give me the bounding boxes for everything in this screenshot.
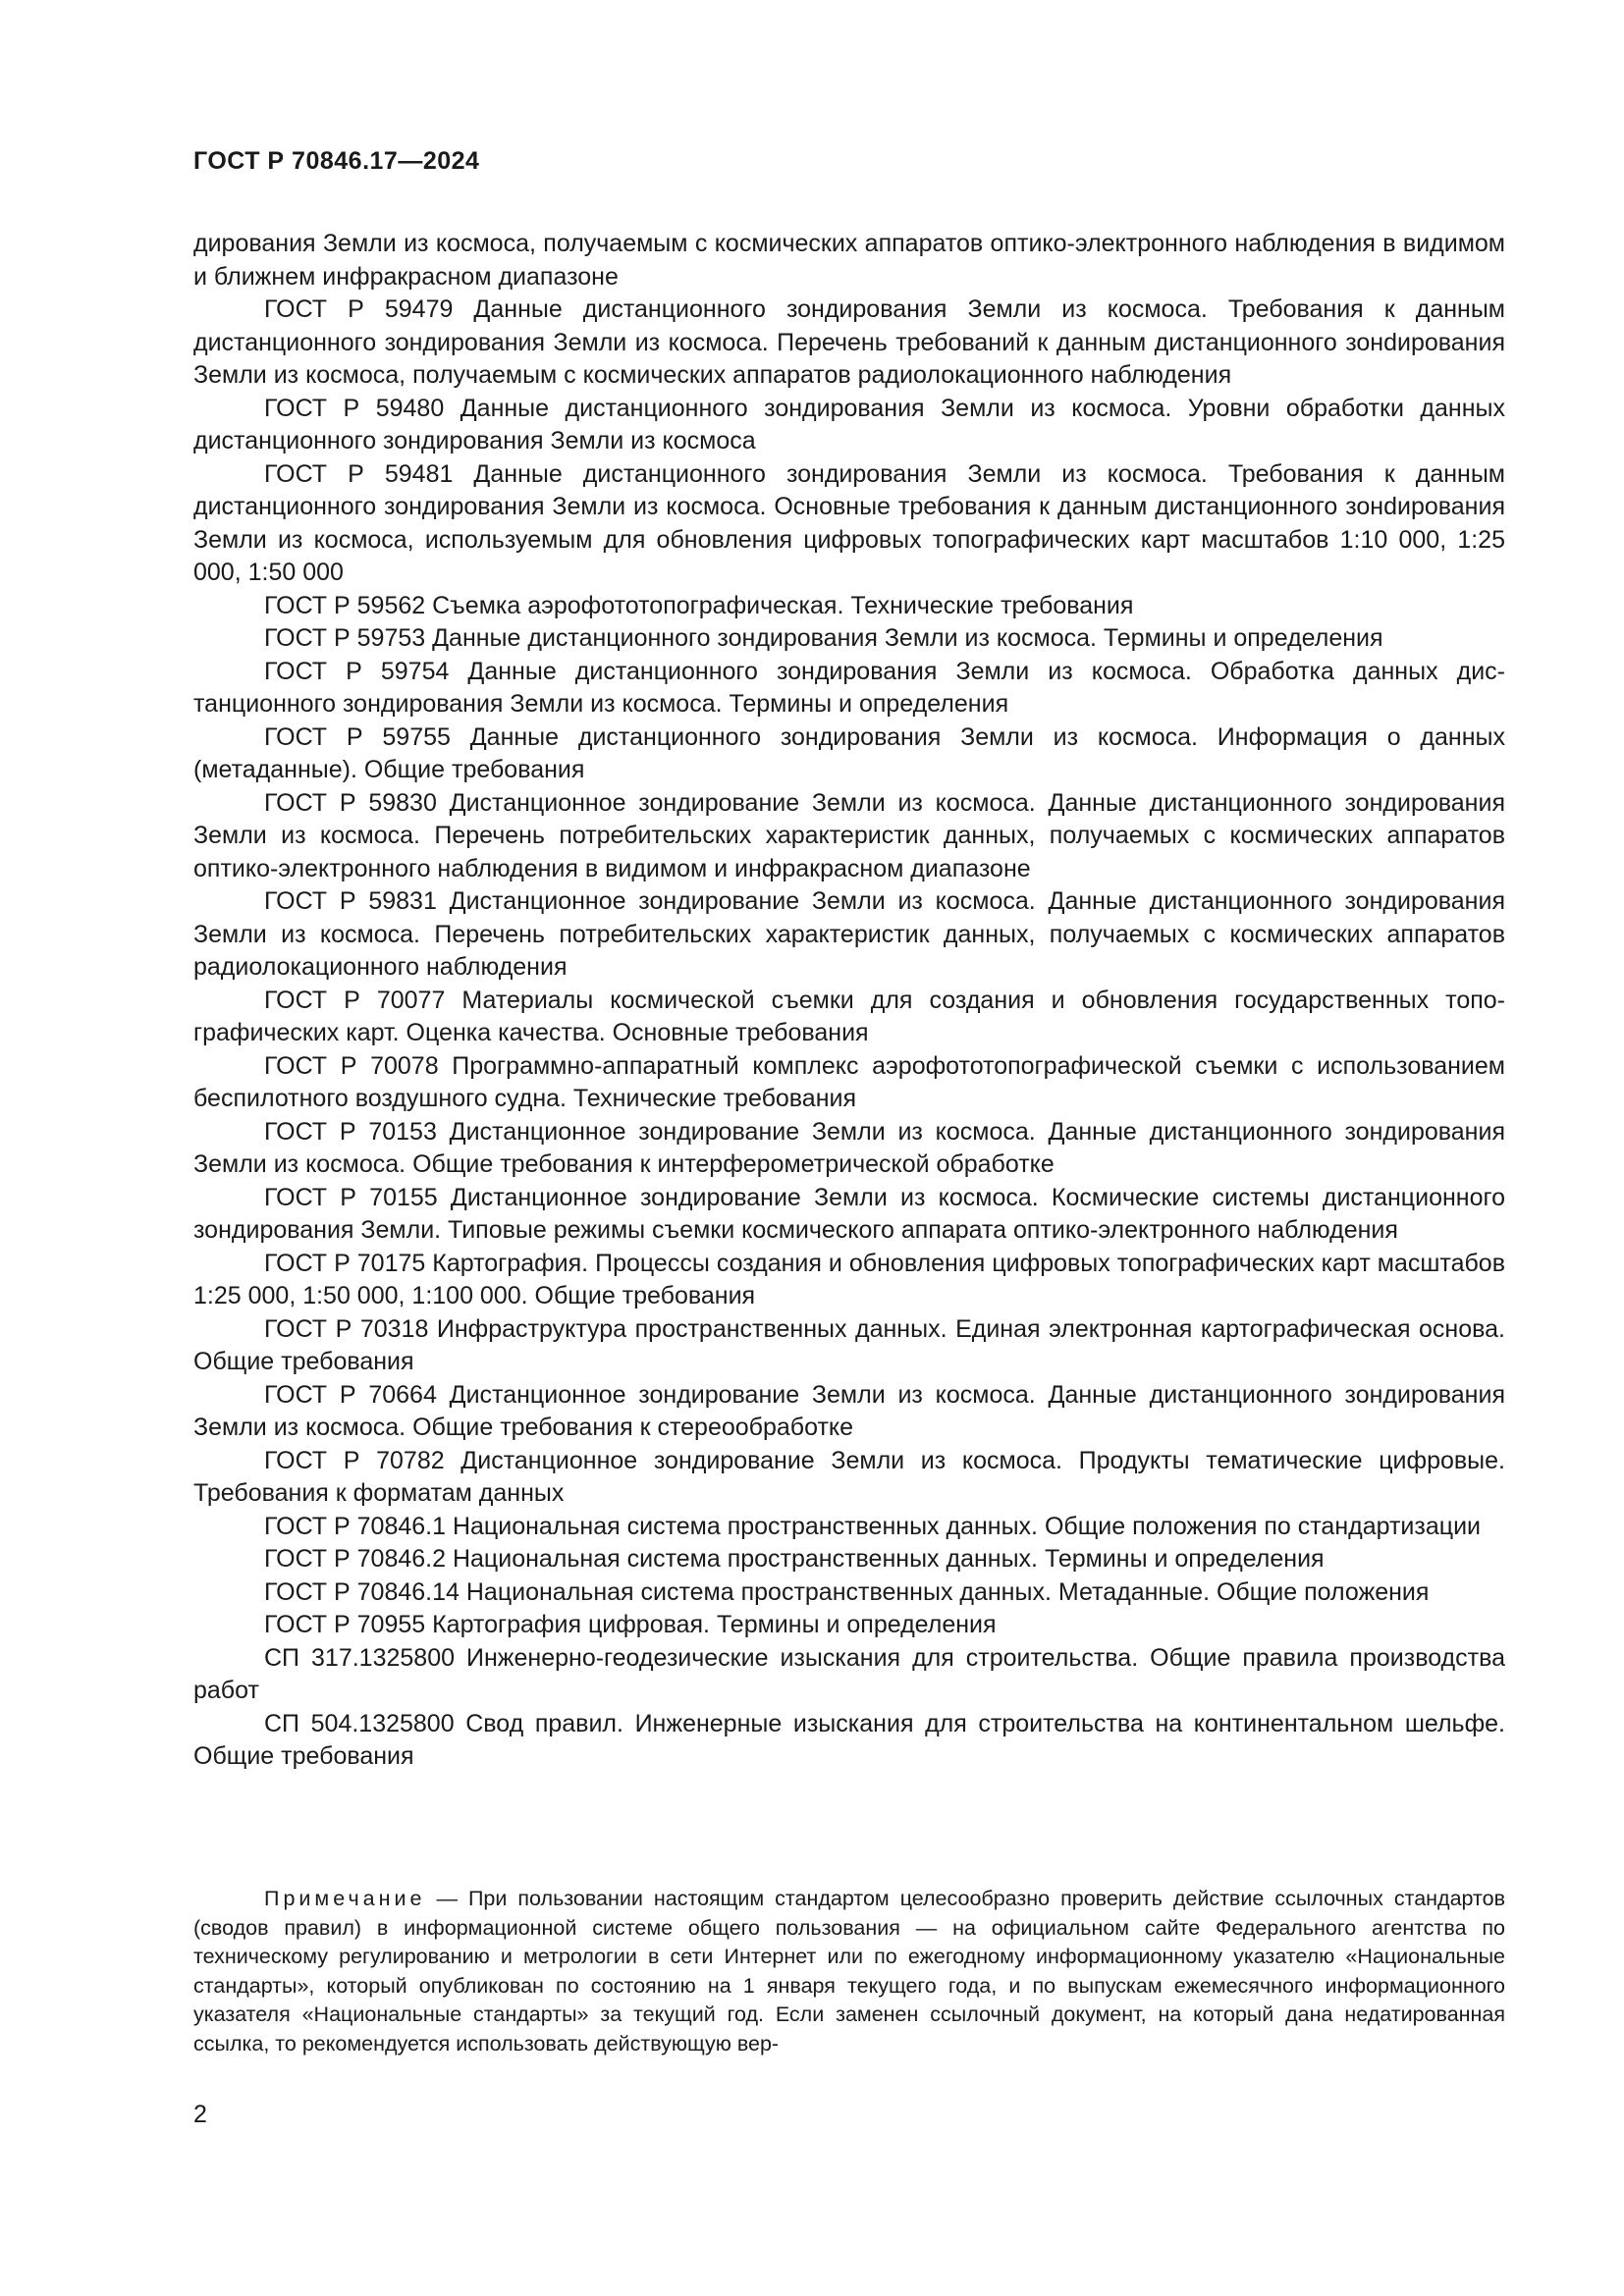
reference-item: ГОСТ Р 70077 Материалы космической съемки для создания и обновления государственных топографических карт. Оценка качества. Основные требования (193, 986, 1505, 1046)
note-text: — При пользовании настоящим стандартом целесообразно проверить действие ссылочных стандартов (сводов правил) в информационной системе общего пользования — на официальном сайте Федерального агентства по техническому регулированию и метрологии в сети Интернет или по ежегодному информационному указателю «Национальные стандарты», который опубликован по состоянию на 1 января текущего года, и по выпускам ежемесячного информационного указателя «Национальные стандарты» за текущий год. Если заменен ссылочный документ, на который дана недатированная ссылка, то рекомендуется использовать действующую вер- (193, 1887, 1505, 2056)
reference-item: ГОСТ Р 70846.2 Национальная система пространственных данных. Термины и определения (264, 1545, 1325, 1573)
note-paragraph (193, 1885, 1505, 2058)
continuation-paragraph: дирования Земли из космоса, получаемым с космических аппаратов оптико-электронного наблюдения в видимом и ближнем инфракрасном диапазоне (193, 230, 1505, 291)
reference-item: ГОСТ Р 70955 Картография цифровая. Термины и определения (264, 1611, 997, 1638)
reference-item: ГОСТ Р 70318 Инфраструктура пространственных данных. Единая электронная картографическая основа. Общие требования (193, 1314, 1505, 1375)
reference-item: ГОСТ Р 59481 Данные дистанционного зондирования Земли из космоса. Требования к данным дистанционного зондирования Земли из космоса. Основные требования к данным дистанционного зонdирования Земли из космоса, используемым для обновления цифровых топографических карт масштабов 1:10 000, 1:25 000, 1:50 000 (193, 459, 1505, 586)
reference-item: ГОСТ Р 70846.1 Национальная система пространственных данных. Общие положения по стандартизации (264, 1512, 1482, 1540)
reference-item: ГОСТ Р 59480 Данные дистанционного зондирования Земли из космоса. Уровни обработки данных дистанционного зондирования Земли из космоса (193, 394, 1505, 454)
reference-item: ГОСТ Р 59754 Данные дистанционного зондирования Земли из космоса. Обработка данных дистанционного зондирования Земли из космоса. Термины и определения (193, 657, 1505, 718)
note-label: Примечание (264, 1887, 426, 1910)
reference-item: ГОСТ Р 59831 Дистанционное зондирование Земли из космоса. Данные дистанционного зондирования Земли из космоса. Перечень потребительских характеристик данных, получаемых с космических аппаратов радиолокационного наблюдения (193, 887, 1505, 981)
reference-item: ГОСТ Р 70078 Программно-аппаратный комплекс аэрофототопографической съемки с использованием беспилотного воздушного судна. Технические требования (193, 1051, 1505, 1112)
reference-item: ГОСТ Р 70782 Дистанционное зондирование Земли из космоса. Продукты тематические цифровые. Требования к форматам данных (193, 1446, 1505, 1507)
reference-item: ГОСТ Р 70664 Дистанционное зондирование Земли из космоса. Данные дистанционного зондирования Земли из космоса. Общие требования к стереообработке (193, 1380, 1505, 1441)
reference-item: СП 504.1325800 Свод правил. Инженерные изыскания для строительства на континентальном шельфе. Общие требования (193, 1709, 1505, 1770)
reference-item: ГОСТ Р 59755 Данные дистанционного зондирования Земли из космоса. Информация о данных (метаданные). Общие требования (193, 722, 1505, 783)
reference-item: ГОСТ Р 59830 Дистанционное зондирование Земли из космоса. Данные дистанционного зондирования Земли из космоса. Перечень потребительских характеристик данных, получаемых с космических аппаратов оптико-электронного наблюдения в видимом и инфракрасном диапазоне (193, 788, 1505, 882)
reference-item: ГОСТ Р 70155 Дистанционное зондирование Земли из космоса. Космические системы дистанционного зондирования Земли. Типовые режимы съемки космического аппарата оптико-электронного наблюдения (193, 1183, 1505, 1244)
document-header: ГОСТ Р 70846.17—2024 (193, 147, 480, 175)
page-number: 2 (193, 2101, 207, 2128)
reference-item: ГОСТ Р 59479 Данные дистанционного зондирования Земли из космоса. Требования к данным дистанционного зондирования Земли из космоса. Перечень требований к данным дистанционного зонdирования Земли из космоса, получаемым с космических аппаратов радиолокационного наблюдения (193, 295, 1505, 389)
reference-item: ГОСТ Р 70175 Картография. Процессы создания и обновления цифровых топографических карт масштабов 1:25 000, 1:50 000, 1:100 000. Общие требования (193, 1249, 1505, 1309)
reference-item: ГОСТ Р 59562 Съемка аэрофототопографическая. Технические требования (264, 591, 1134, 619)
references-section (193, 228, 1505, 1774)
reference-item: ГОСТ Р 59753 Данные дистанционного зондирования Земли из космоса. Термины и определения (264, 624, 1383, 652)
reference-item: ГОСТ Р 70846.14 Национальная система пространственных данных. Метаданные. Общие положения (264, 1577, 1430, 1606)
reference-item: ГОСТ Р 70153 Дистанционное зондирование Земли из космоса. Данные дистанционного зондирования Земли из космоса. Общие требования к интерферометрической обработке (193, 1117, 1505, 1178)
reference-item: СП 317.1325800 Инженерно-геодезические изыскания для строительства. Общие правила производства работ (193, 1643, 1505, 1704)
